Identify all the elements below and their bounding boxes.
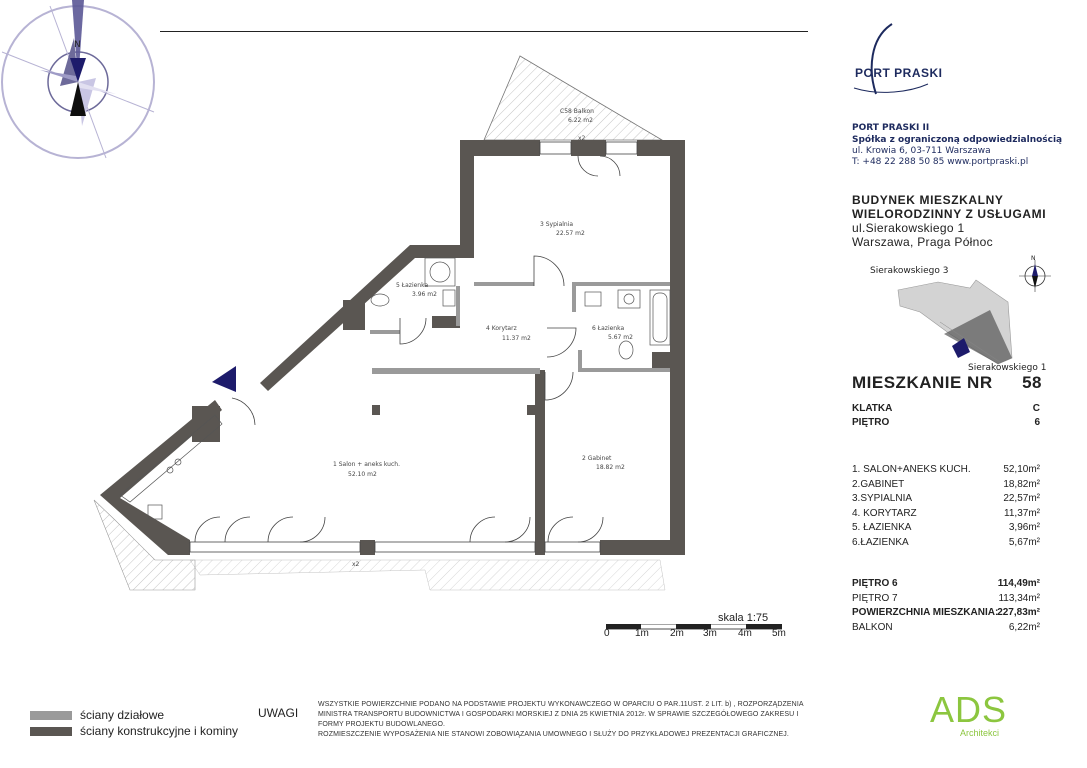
legend-partition-label: ściany działowe [80, 708, 165, 722]
lazienka6-name: Łazienka [597, 325, 625, 332]
notes-line: FORMY PROJEKTU BUDOWLANEGO. [318, 721, 446, 728]
room-area: 11,37m² [1004, 507, 1040, 519]
scale-tick: 4m [738, 628, 752, 639]
lazienka5-unit: m2 [427, 291, 437, 298]
svg-text:2 Gabinet [582, 455, 612, 462]
salon-name: Salon + aneks kuch. [338, 461, 400, 468]
scale-tick: 3m [703, 628, 717, 639]
legend-structural-swatch [30, 727, 72, 736]
entrance-arrow-icon [212, 366, 236, 392]
top-rule [160, 31, 808, 32]
room-area: 3,96m² [1008, 522, 1040, 533]
entrance-door [232, 398, 255, 425]
svg-text:22.57 m2 [556, 230, 585, 237]
list-item [852, 479, 1040, 494]
sypialnia-unit: m2 [575, 230, 585, 237]
site-map [880, 250, 1060, 380]
lazienka5-num: 5 [396, 282, 400, 289]
brand-logo-text: PORT PRASKI [855, 66, 943, 80]
site-north-label: N [1031, 255, 1036, 262]
floor-plan [80, 50, 700, 595]
notes-block [318, 700, 818, 740]
lazienka6-area: 5.67 [608, 334, 622, 341]
room-name: 1. SALON+ANEKS KUCH. [852, 464, 971, 475]
klatka-row [852, 403, 1040, 414]
total-row [852, 593, 1040, 608]
svg-text:5 Łazienka [396, 282, 428, 289]
rooms-list [852, 464, 1040, 551]
site-street-top: Sierakowskiego 3 [870, 266, 949, 276]
total-name: BALKON [852, 621, 893, 633]
gabinet-name: Gabinet [587, 455, 612, 462]
company-block [852, 122, 1072, 168]
structural-walls [100, 140, 685, 555]
company-address: ul. Krowia 6, 03-711 Warszawa [852, 146, 991, 156]
company-name: PORT PRASKI II [852, 123, 930, 133]
scale-tick: 1m [635, 628, 649, 639]
sypialnia-num: 3 [540, 221, 544, 228]
apartment-number: 58 [1022, 373, 1042, 392]
klatka-label: KLATKA [852, 403, 893, 414]
list-item [852, 464, 1040, 479]
building-line-2: WIELORODZINNY Z USŁUGAMI [852, 207, 1047, 221]
notes-title: UWAGI [258, 706, 299, 720]
svg-text:6 Łazienka [592, 325, 624, 332]
scale-label: skala 1:75 [718, 612, 769, 624]
pietro-row [852, 417, 1040, 428]
total-row [852, 607, 1040, 622]
totals-list [852, 578, 1040, 636]
total-area: 114,49m² [997, 578, 1040, 589]
legend-structural-label: ściany konstrukcyjne i kominy [80, 724, 239, 738]
list-item [852, 493, 1040, 508]
architect-sub: Architekci [960, 728, 1000, 738]
scale-tick: 0 [604, 628, 610, 639]
gabinet-num: 2 [582, 455, 586, 462]
building-block [852, 193, 1082, 249]
klatka-value: C [1032, 403, 1040, 414]
total-name: POWIERZCHNIA MIESZKANIA: [852, 607, 999, 618]
room-name: 5. ŁAZIENKA [852, 522, 912, 533]
total-row [852, 622, 1040, 637]
total-area: 6,22m² [1008, 621, 1040, 633]
total-area: 227,83m² [997, 607, 1040, 618]
building-line-3: ul.Sierakowskiego 1 [852, 221, 965, 235]
salon-unit: m2 [367, 471, 377, 478]
balkon-area: 6.22 [568, 117, 582, 124]
svg-text:3.96 m2 [412, 291, 437, 298]
room-area: 22,57m² [1003, 493, 1040, 504]
room-name: 3.SYPIALNIA [852, 493, 913, 504]
notes-line: ROZMIESZCZENIE WYPOSAŻENIA NIE STANOWI ZOBOWIĄZANIA UMOWNEGO I SŁUŻY DO PRZYKŁADOWEJ PREZENTACJI GRAFICZNEJ. [318, 731, 789, 738]
total-name: PIĘTRO 7 [852, 592, 898, 604]
balcony-area [484, 56, 662, 140]
korytarz-name: Korytarz [491, 325, 517, 332]
room-name: 4. KORYTARZ [852, 507, 917, 519]
compass-north-label: N [74, 40, 81, 50]
notes-line: MINISTRA TRANSPORTU BUDOWNICTWA I GOSPODARKI MORSKIEJ Z DNIA 25 KWIETNIA 2012r. W SPRAWIE SZCZEGÓŁOWEGO ZAKRESU I [318, 711, 799, 718]
notes-line: WSZYSTKIE POWIERZCHNIE PODANO NA PODSTAWIE PROJEKTU WYKONAWCZEGO W OPARCIU O PAR.11UST. 2 LIT. b) , ROZPORZĄDZENIA [318, 701, 804, 708]
balkon-name: Balkon [573, 108, 594, 115]
x2-top: x2 [578, 135, 586, 142]
room-area: 52,10m² [1003, 464, 1040, 475]
salon-area: 52.10 [348, 471, 366, 478]
room-name: 6.ŁAZIENKA [852, 536, 909, 548]
total-row [852, 578, 1040, 593]
svg-text:18.82 m2 [596, 464, 625, 471]
svg-text:52.10 m2 [348, 471, 377, 478]
lazienka5-name: Łazienka [401, 282, 429, 289]
svg-text:5.67 m2 [608, 334, 633, 341]
building-line-4: Warszawa, Praga Północ [852, 235, 993, 249]
pietro-label: PIĘTRO [852, 417, 890, 428]
svg-text:1 Salon + aneks kuch. [333, 461, 400, 468]
list-item [852, 537, 1040, 552]
list-item [852, 508, 1040, 523]
x2-bottom: x2 [352, 561, 360, 568]
room-name: 2.GABINET [852, 478, 905, 490]
apartment-title-label: MIESZKANIE NR [852, 373, 993, 392]
svg-text:6.22 m2 [568, 117, 593, 124]
scale-tick: 2m [670, 628, 684, 639]
sypialnia-area: 22.57 [556, 230, 574, 237]
svg-text:4 Korytarz [486, 325, 517, 332]
brand-swoosh-icon [850, 20, 930, 100]
svg-text:3 Sypialnia [540, 221, 573, 228]
room-area: 18,82m² [1003, 478, 1040, 490]
scale-ticks [600, 628, 800, 642]
architect-logo: ADS [930, 689, 1008, 730]
total-name: PIĘTRO 6 [852, 578, 898, 589]
lazienka6-num: 6 [592, 325, 596, 332]
svg-text:11.37 m2 [502, 335, 531, 342]
balkon-num: C58 [560, 108, 572, 115]
legend-partition-swatch [30, 711, 72, 720]
company-legal: Spółka z ograniczoną odpowiedzialnością [852, 135, 1063, 145]
scale-tick: 5m [772, 628, 786, 639]
korytarz-unit: m2 [521, 335, 531, 342]
salon-num: 1 [333, 461, 337, 468]
site-street-bottom: Sierakowskiego 1 [968, 363, 1047, 373]
balkon-unit: m2 [583, 117, 593, 124]
pietro-value: 6 [1034, 417, 1040, 428]
company-contact: T: +48 22 288 50 85 www.portpraski.pl [852, 157, 1029, 167]
room-labels [333, 108, 633, 568]
svg-text:C58 Balkon [560, 108, 594, 115]
lazienka5-area: 3.96 [412, 291, 426, 298]
sypialnia-name: Sypialnia [545, 221, 574, 228]
gabinet-area: 18.82 [596, 464, 614, 471]
total-area: 113,34m² [998, 592, 1040, 604]
gabinet-unit: m2 [615, 464, 625, 471]
list-item [852, 522, 1040, 537]
building-line-1: BUDYNEK MIESZKALNY [852, 193, 1004, 207]
lazienka6-unit: m2 [623, 334, 633, 341]
korytarz-area: 11.37 [502, 335, 520, 342]
room-area: 5,67m² [1008, 536, 1040, 548]
terrace-area-south [190, 560, 665, 590]
apartment-title [852, 373, 1042, 393]
korytarz-num: 4 [486, 325, 490, 332]
